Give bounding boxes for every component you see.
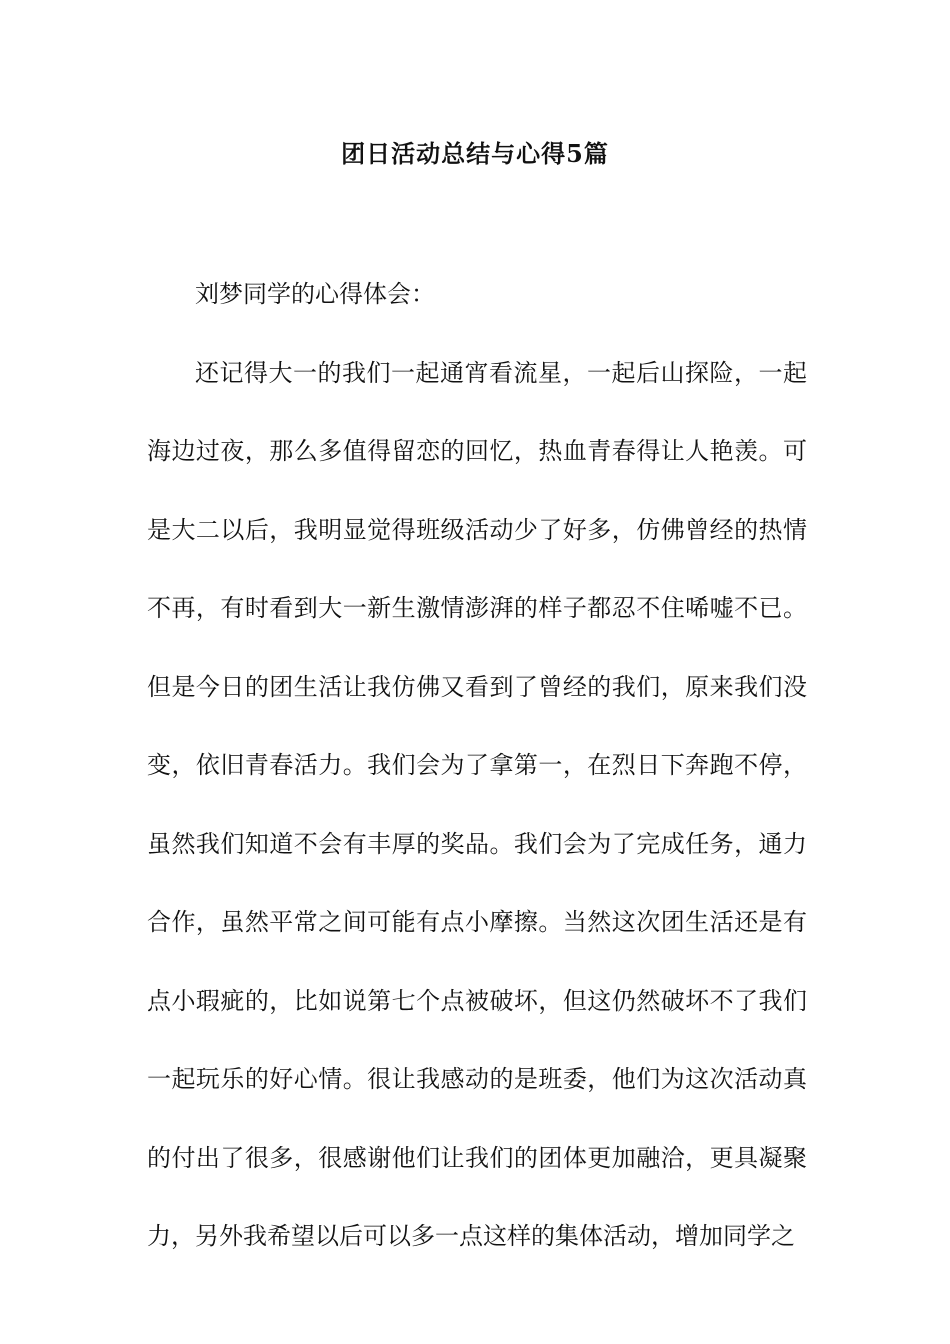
body-paragraph: 还记得大一的我们一起通宵看流星，一起后山探险，一起海边过夜，那么多值得留恋的回忆，热血青春得让人艳羡。可是大二以后，我明显觉得班级活动少了好多，仿佛曾经的热情不再，有时看到大一新生激情澎湃的样子都忍不住唏嘘不已。但是今日的团生活让我仿佛又看到了曾经的我们，原来我们没变，依旧青春活力。我们会为了拿第一，在烈日下奔跑不停，虽然我们知道不会有丰厚的奖品。我们会为了完成任务，通力合作，虽然平常之间可能有点小摩擦。当然这次团生活还是有点小瑕疵的，比如说第七个点被破坏，但这仍然破坏不了我们一起玩乐的好心情。很让我感动的是班委，他们为这次活动真的付出了很多，很感谢他们让我们的团体更加融洽，更具凝聚力，另外我希望以后可以多一点这样的集体活动，增加同学之 xyxy=(147,358,807,1250)
section-heading: 刘梦同学的心得体会： xyxy=(195,280,435,308)
document-title: 团日活动总结与心得5篇 xyxy=(341,139,609,168)
document-body xyxy=(147,255,807,1276)
